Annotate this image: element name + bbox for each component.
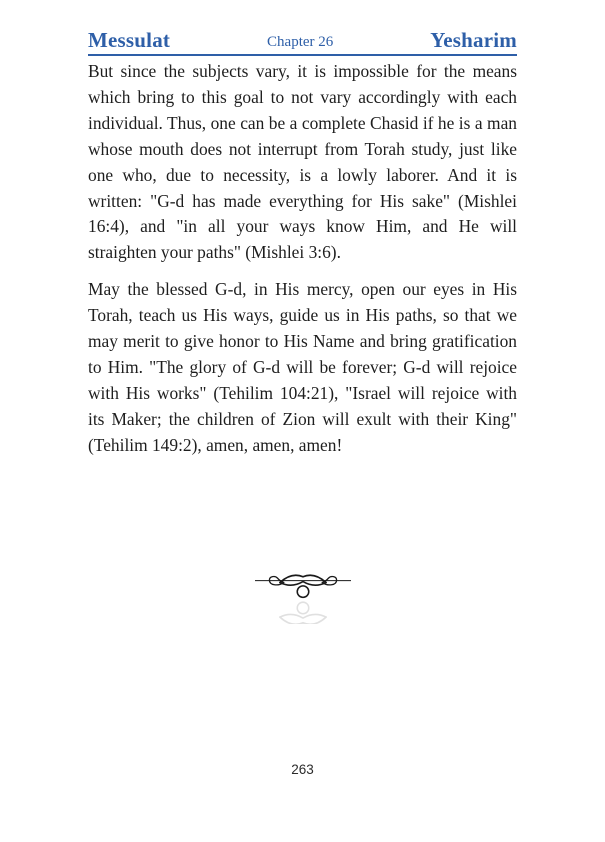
header-title-right: Yesharim bbox=[430, 28, 517, 52]
flourish-divider-ornament bbox=[255, 566, 351, 624]
page-number: 263 bbox=[291, 762, 314, 777]
flourish-divider-icon bbox=[255, 566, 351, 624]
header-title-left: Messulat bbox=[88, 28, 171, 52]
page-content bbox=[88, 28, 517, 470]
paragraph-2: May the blessed G-d, in His mercy, open our eyes in His Torah, teach us His ways, guide us in His paths, so that we may merit to give honor to His Name and bring gratification to Him. "The glory of G-d will be forever; G-d will rejoice with His works" (Tehilim 104:21), "Israel will rejoice with its Maker; the children of Zion will exult with their King" (Tehilim 149:2), amen, amen, amen! bbox=[88, 279, 517, 455]
paragraph-1: But since the subjects vary, it is impossible for the means which bring to this goal to not vary accordingly with each individual. Thus, one can be a complete Chasid if he is a man whose mouth does not interrupt from Torah study, just like one who, due to necessity, is a lowly laborer. And it is written: "G-d has made everything for His sake" (Mishlei 16:4), and "in all your ways know Him, and He will straighten your paths" (Mishlei 3:6). bbox=[88, 61, 517, 263]
running-header bbox=[88, 28, 517, 56]
header-chapter-label: Chapter 26 bbox=[267, 34, 334, 50]
body-text bbox=[88, 59, 517, 459]
